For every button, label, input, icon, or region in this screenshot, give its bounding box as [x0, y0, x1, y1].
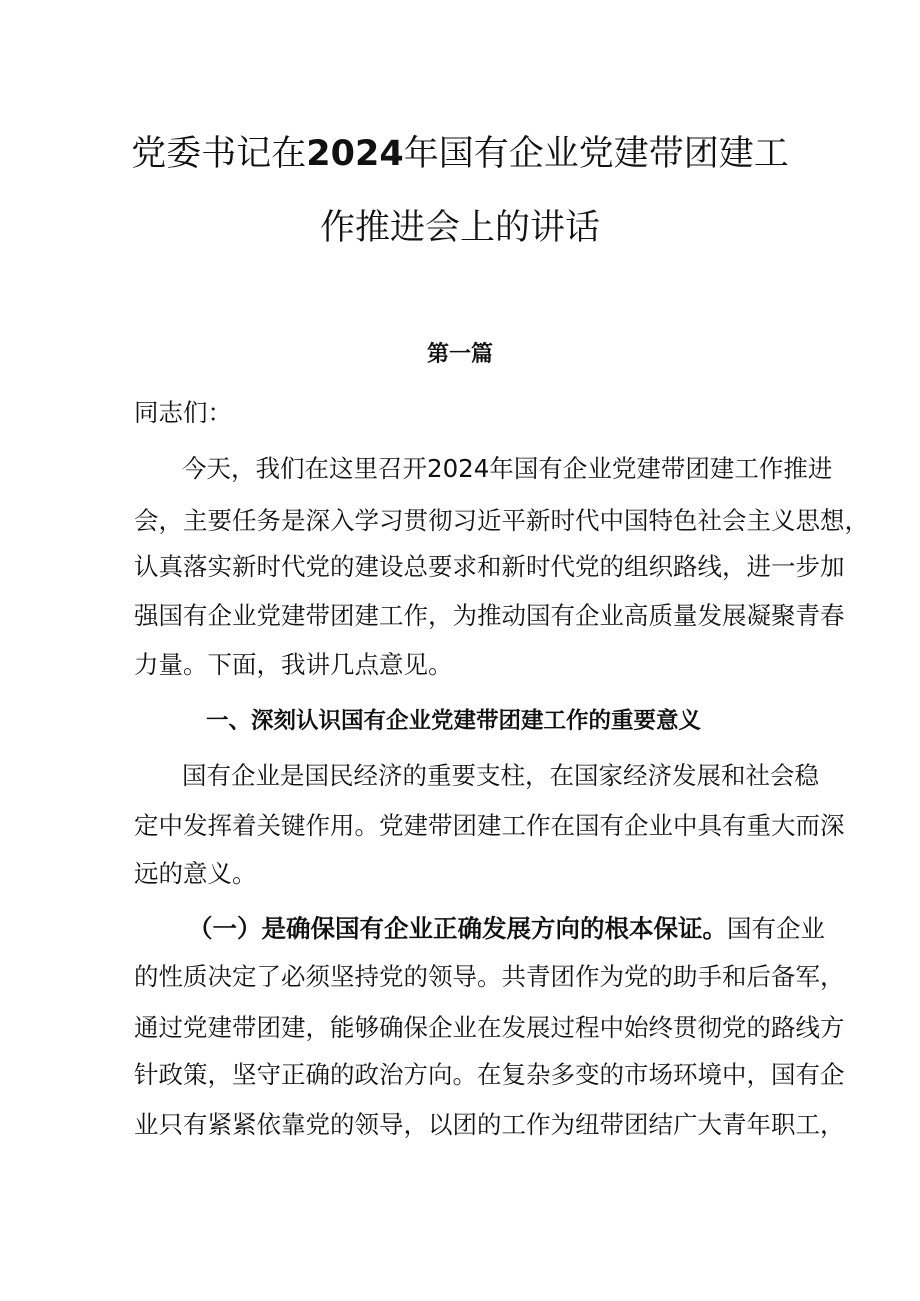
intro-line-1: 今天，我们在这里召开2024年国有企业党建带团建工作推进: [182, 454, 833, 483]
para-1-line-2: 定中发挥着关键作用。党建带团建工作在国有企业中具有重大而深: [134, 811, 845, 840]
para-2-line-1: 的性质决定了必须坚持党的领导。共青团作为党的助手和后备军，: [134, 962, 845, 991]
para-2-line-4: 业只有紧紧依靠党的领导，以团的工作为纽带团结广大青年职工，: [134, 1110, 845, 1139]
intro-line-5: 力量。下面，我讲几点意见。: [134, 650, 453, 679]
intro-line-3: 认真落实新时代党的建设总要求和新时代党的组织路线，进一步加: [134, 552, 845, 581]
part-heading: 第一篇: [426, 342, 493, 367]
subheading-1-rest: 国有企业: [727, 914, 825, 943]
intro-line-4: 强国有企业党建带团建工作，为推动国有企业高质量发展凝聚青春: [134, 601, 845, 630]
title-part-b: 年国有企业党建带团建工: [403, 134, 789, 174]
document-title-line-1: [60, 134, 860, 174]
para-1-line-3: 远的意义。: [134, 859, 257, 888]
heading-1: 一、深刻认识国有企业党建带团建工作的重要意义: [206, 708, 702, 734]
para-2-line-3: 针政策，坚守正确的政治方向。在复杂多变的市场环境中，国有企: [134, 1060, 845, 1089]
para-1-line-1: 国有企业是国民经济的重要支柱，在国家经济发展和社会稳: [182, 761, 819, 790]
title-year: 2024: [306, 134, 404, 174]
subheading-1-line: [188, 914, 825, 944]
title-part-a: 党委书记在: [131, 134, 307, 174]
document-title-line-2: 作推进会上的讲话: [319, 208, 600, 248]
para-2-line-2: 通过党建带团建，能够确保企业在发展过程中始终贯彻党的路线方: [134, 1013, 845, 1042]
intro-line-2: 会，主要任务是深入学习贯彻习近平新时代中国特色社会主义思想，: [134, 506, 869, 535]
subheading-1-bold: （一）是确保国有企业正确发展方向的根本保证。: [188, 914, 727, 943]
salutation: 同志们：: [134, 398, 232, 427]
